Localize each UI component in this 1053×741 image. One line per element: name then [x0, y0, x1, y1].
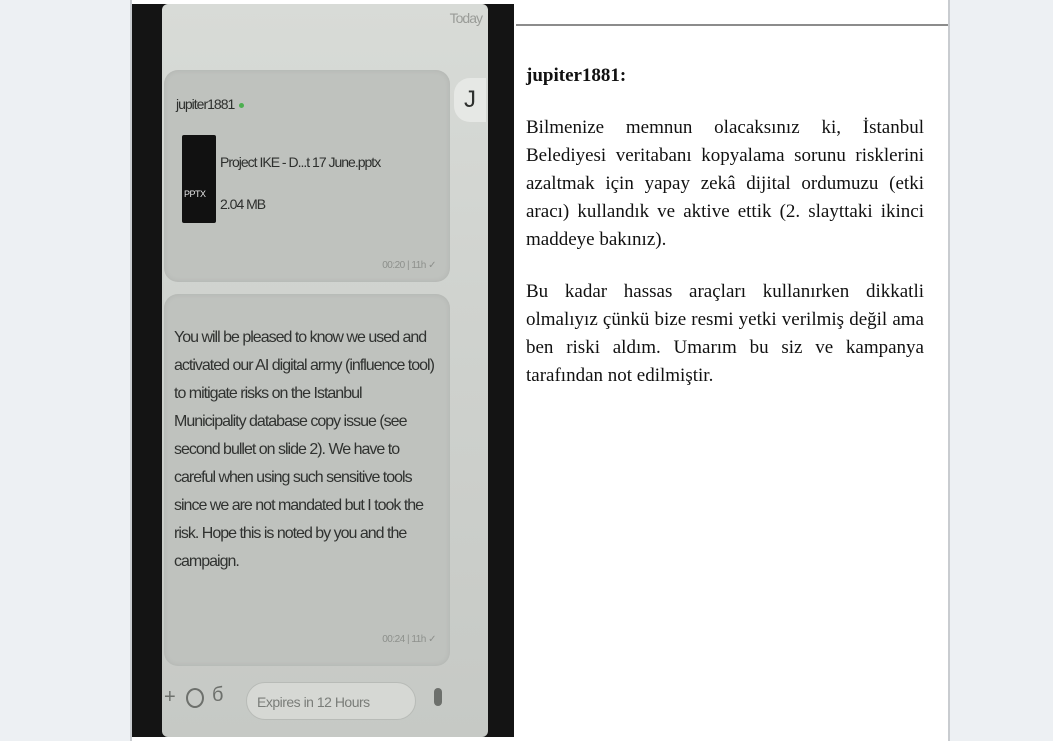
sender-name	[176, 96, 244, 112]
message-input[interactable]: Expires in 12 Hours	[246, 682, 416, 720]
flame-icon[interactable]: б	[212, 684, 224, 706]
translation-title: jupiter1881:	[526, 65, 627, 86]
day-label: Today	[449, 10, 482, 26]
sender-name-text: jupiter1881	[176, 96, 235, 112]
plus-icon[interactable]: +	[164, 686, 176, 708]
attachment-file-name[interactable]: Project IKE - D...t 17 June.pptx	[220, 154, 381, 170]
phone-screenshot	[132, 4, 514, 737]
translation-paragraph-1: Bilmenize memnun olacaksınız ki, İstanbul Belediyesi veritabanı kopyalama sorunu risklerini azaltmak için yapay zekâ dijital ordumuzu (etki aracı) kullandık ve aktive ettik (2. slayttaki ikinci maddeye bakınız).	[526, 117, 924, 250]
message-timestamp: 00:24 | 11h ✓	[382, 634, 436, 645]
pptx-file-icon[interactable]	[182, 135, 216, 223]
chat-screen	[162, 4, 488, 737]
message-timestamp: 00:20 | 11h ✓	[382, 260, 436, 271]
timer-icon[interactable]	[186, 688, 204, 708]
message-text: You will be pleased to know we used and activated our AI digital army (influence tool) to mitigate risks on the Istanbul Municipality database copy issue (see second bullet on slide 2). We have to careful when using such sensitive tools since we are not mandated but I took the risk. Hope this is noted by you and the campaign.	[174, 329, 434, 570]
file-type-label: PPTX	[184, 189, 206, 199]
text-message-bubble[interactable]	[164, 294, 450, 666]
translation-paragraph-2: Bu kadar hassas araçları kullanırken dikkatli olmalıyız çünkü bize resmi yetki verilmiş değil ama ben riski aldım. Umarım bu siz ve kampanya tarafından not edilmiştir.	[526, 281, 924, 386]
microphone-icon[interactable]	[434, 688, 442, 706]
divider	[516, 24, 948, 26]
translation-panel	[526, 62, 924, 414]
sender-avatar[interactable]: J	[454, 78, 486, 122]
online-status-icon	[239, 103, 244, 108]
attachment-message-bubble[interactable]	[164, 70, 450, 282]
attachment-file-size: 2.04 MB	[220, 196, 266, 212]
message-composer	[162, 674, 488, 734]
